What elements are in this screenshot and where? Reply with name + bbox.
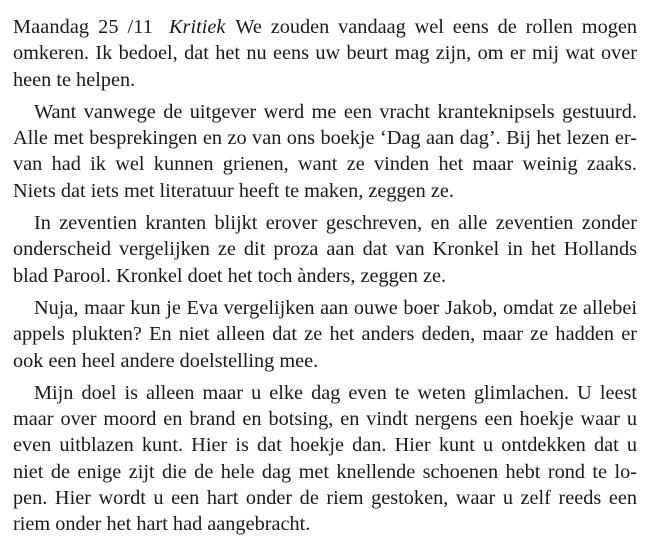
text-line: riem onder het hart had aangebracht.	[13, 513, 311, 536]
paragraph-2	[13, 99, 637, 204]
text-line: Want vanwege de uitgever werd me een vracht kranteknipsels gestuurd.	[34, 100, 637, 123]
text-line: even uitblazen kunt. Hier is dat hoekje dan. Hier kunt u ontdekken dat u	[13, 434, 637, 457]
paragraph-4	[13, 295, 637, 374]
text-line: niet de enige zijt die de hele dag met knellende schoenen hebt rond te lo-	[13, 460, 637, 483]
text-line: In zeventien kranten blijkt erover geschreven, en alle zeventien zonder	[34, 212, 637, 235]
text-line	[13, 14, 637, 40]
text-line: Niets dat iets met literatuur heeft te maken, zeggen ze.	[13, 179, 454, 202]
paragraph-1	[13, 14, 637, 93]
text-line-content: We zouden vandaag wel eens de rollen mogen	[235, 16, 637, 38]
document-page	[13, 14, 637, 544]
text-line: van had ik wel kunnen grienen, want ze vinden het maar weinig zaaks.	[13, 153, 637, 176]
text-line: ook een heel andere doelstelling mee.	[13, 349, 319, 372]
text-line: Nuja, maar kun je Eva vergelijken aan ouwe boer Jakob, omdat ze allebei	[34, 296, 637, 319]
text-line: blad Parool. Kronkel doet het toch ànders, zeggen ze.	[13, 264, 447, 287]
text-line: Alle met besprekingen en zo van ons boekje ‘Dag aan dag’. Bij het lezen er-	[13, 127, 637, 150]
entry-title: Kritiek	[169, 16, 226, 38]
text-line: onderscheid vergelijken ze dit proza aan dat van Kronkel in het Hollands	[13, 238, 637, 261]
paragraph-3	[13, 210, 637, 289]
text-line: heen te helpen.	[13, 68, 136, 91]
paragraph-5	[13, 380, 637, 538]
text-line: maar over moord en brand en botsing, en vindt nergens een hoekje waar u	[13, 408, 637, 431]
text-line: appels plukten? En niet alleen dat ze het anders deden, maar ze hadden er	[13, 323, 637, 346]
entry-date: Maandag 25 /11	[13, 16, 154, 38]
text-line: Mijn doel is alleen maar u elke dag even te weten glimlachen. U leest	[34, 381, 637, 404]
text-line: pen. Hier wordt u een hart onder de riem gestoken, waar u zelf reeds een	[13, 487, 637, 510]
text-line: omkeren. Ik bedoel, dat het nu eens uw beurt mag zijn, om er mij wat over	[13, 42, 637, 65]
